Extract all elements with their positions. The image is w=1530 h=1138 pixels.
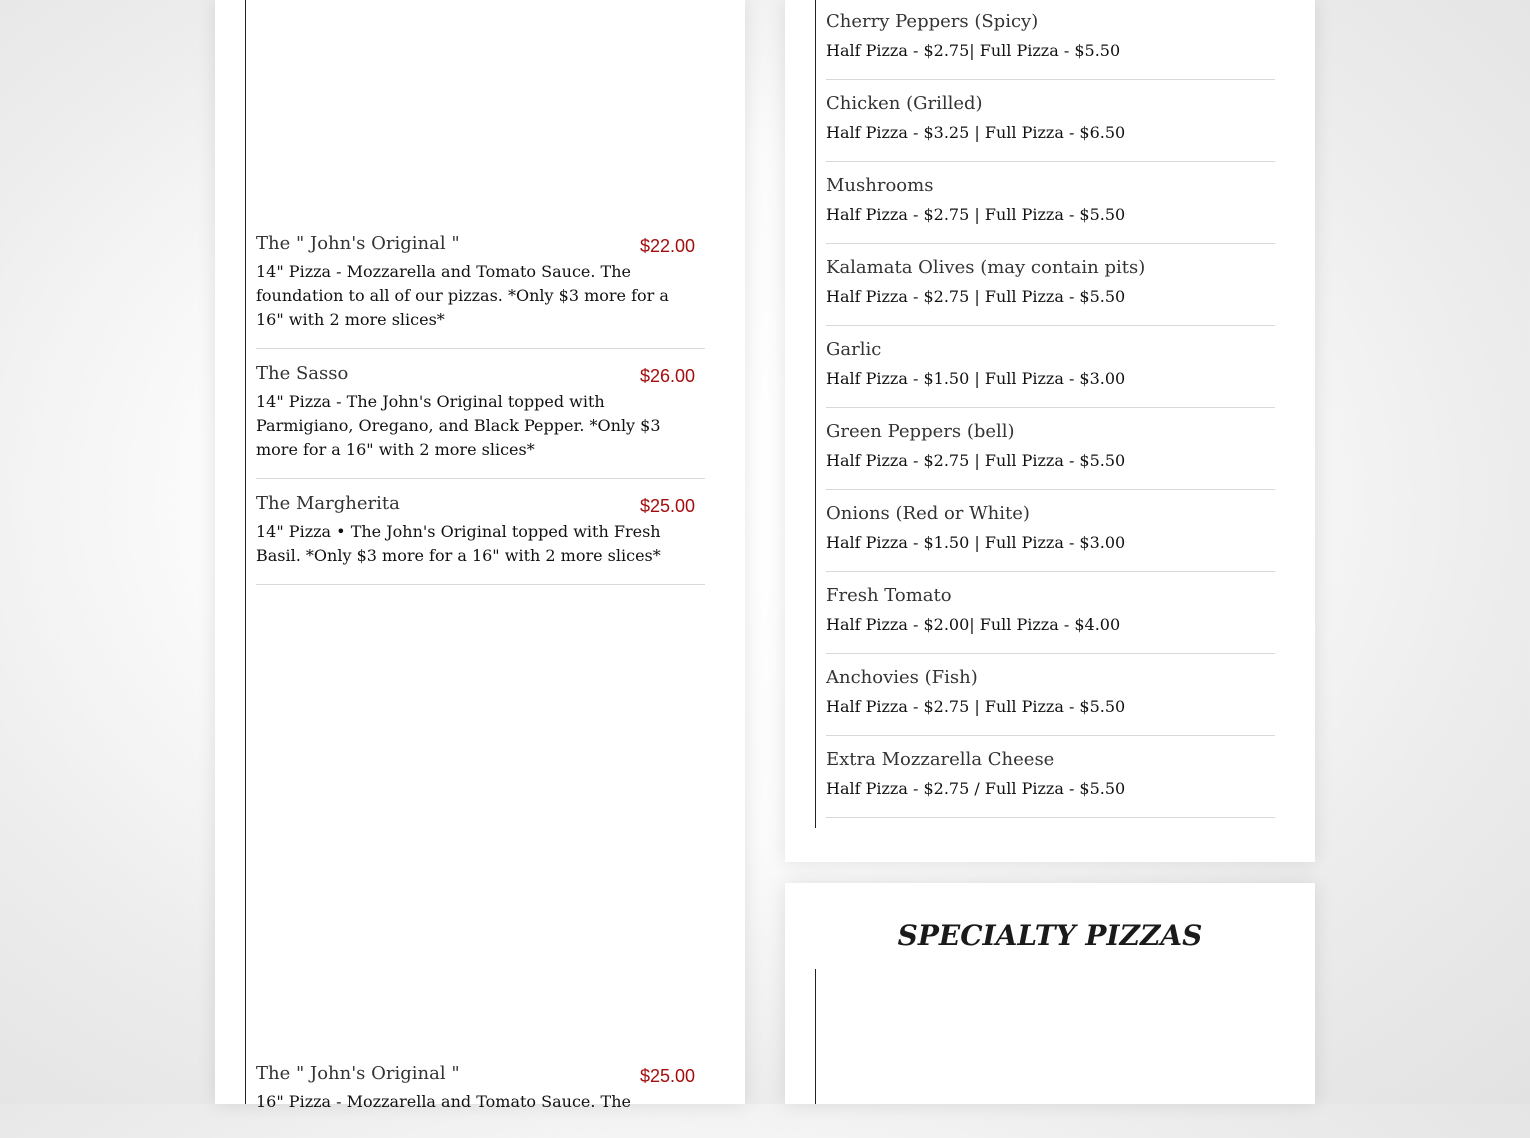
pizza-list-14-inch xyxy=(256,228,705,585)
topping-price-text: Half Pizza - $1.50 | Full Pizza - $3.00 xyxy=(826,369,1126,388)
menu-panel-left xyxy=(215,0,745,1111)
menu-item[interactable] xyxy=(256,349,705,479)
menu-item-name: The Margherita xyxy=(256,493,400,514)
topping-name: Extra Mozzarella Cheese xyxy=(826,749,1055,770)
toppings-panel xyxy=(785,0,1315,862)
menu-item-price: $22.00 xyxy=(639,236,695,256)
topping-name: Fresh Tomato xyxy=(826,585,952,606)
menu-item-description: 14" Pizza • The John's Original topped with Fresh Basil. *Only $3 more for a 16" with 2 more slices* xyxy=(256,522,661,565)
menu-item-description: 16" Pizza - Mozzarella and Tomato Sauce. The xyxy=(256,1092,631,1111)
topping-item[interactable] xyxy=(826,244,1275,326)
topping-name: Kalamata Olives (may contain pits) xyxy=(826,257,1146,278)
topping-price-text: Half Pizza - $2.00| Full Pizza - $4.00 xyxy=(826,615,1121,634)
topping-price-text: Half Pizza - $2.75 | Full Pizza - $5.50 xyxy=(826,287,1126,306)
topping-price-text: Half Pizza - $2.75 | Full Pizza - $5.50 xyxy=(826,205,1126,224)
topping-item[interactable] xyxy=(826,736,1275,818)
menu-item-name: The Sasso xyxy=(256,363,349,384)
pizza-list-16-inch xyxy=(256,1058,705,1138)
menu-section-divider-line xyxy=(815,969,816,1104)
topping-price-text: Half Pizza - $2.75 | Full Pizza - $5.50 xyxy=(826,697,1126,716)
section-title: SPECIALTY PIZZAS xyxy=(897,919,1203,952)
topping-item[interactable] xyxy=(826,326,1275,408)
menu-section-divider-line xyxy=(245,0,246,1104)
menu-item-name: The " John's Original " xyxy=(256,1063,460,1084)
topping-name: Green Peppers (bell) xyxy=(826,421,1015,442)
topping-item[interactable] xyxy=(826,408,1275,490)
topping-name: Mushrooms xyxy=(826,175,934,196)
topping-item[interactable] xyxy=(826,80,1275,162)
topping-price-text: Half Pizza - $2.75| Full Pizza - $5.50 xyxy=(826,41,1121,60)
topping-item[interactable] xyxy=(826,572,1275,654)
topping-name: Onions (Red or White) xyxy=(826,503,1030,524)
topping-item[interactable] xyxy=(826,0,1275,80)
menu-item-description: 14" Pizza - Mozzarella and Tomato Sauce. The foundation to all of our pizzas. *Only $3 more for a 16" with 2 more slices* xyxy=(256,262,669,329)
topping-name: Chicken (Grilled) xyxy=(826,93,983,114)
toppings-list xyxy=(826,0,1275,818)
menu-item-price: $25.00 xyxy=(639,496,695,516)
topping-name: Garlic xyxy=(826,339,882,360)
topping-item[interactable] xyxy=(826,162,1275,244)
topping-price-text: Half Pizza - $1.50 | Full Pizza - $3.00 xyxy=(826,533,1126,552)
topping-item[interactable] xyxy=(826,490,1275,572)
menu-item-description: 14" Pizza - The John's Original topped with Parmigiano, Oregano, and Black Pepper. *Only $3 more for a 16" with 2 more slices* xyxy=(256,392,661,459)
topping-name: Anchovies (Fish) xyxy=(826,667,978,688)
topping-price-text: Half Pizza - $2.75 | Full Pizza - $5.50 xyxy=(826,451,1126,470)
topping-item[interactable] xyxy=(826,654,1275,736)
menu-item-name: The " John's Original " xyxy=(256,233,460,254)
specialty-pizzas-panel xyxy=(785,883,1315,1104)
menu-section-divider-line xyxy=(815,0,816,828)
menu-item-price: $25.00 xyxy=(639,1066,695,1086)
topping-price-text: Half Pizza - $3.25 | Full Pizza - $6.50 xyxy=(826,123,1126,142)
menu-item[interactable] xyxy=(256,228,705,349)
menu-item[interactable] xyxy=(256,1058,705,1138)
topping-name: Cherry Peppers (Spicy) xyxy=(826,11,1039,32)
topping-price-text: Half Pizza - $2.75 / Full Pizza - $5.50 xyxy=(826,779,1126,798)
menu-item[interactable] xyxy=(256,479,705,585)
menu-item-price: $26.00 xyxy=(639,366,695,386)
